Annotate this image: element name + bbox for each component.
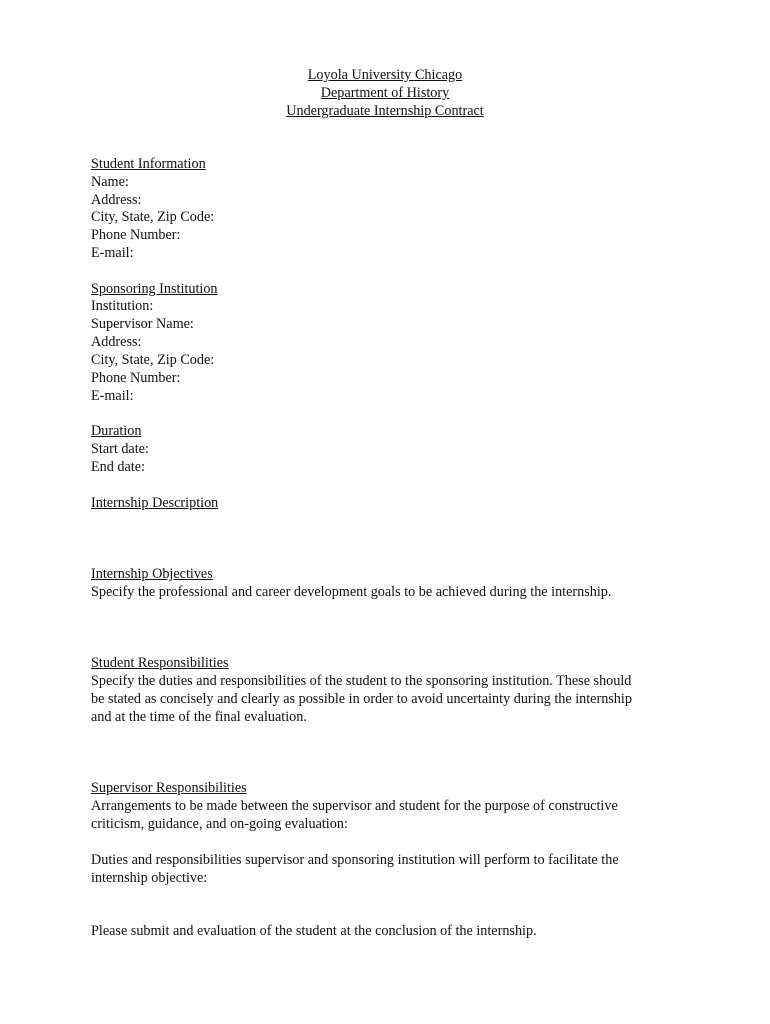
supervisor-resp-text1-line2: criticism, guidance, and on-going evaluation: [91,816,348,832]
description-heading: Internship Description [91,495,219,511]
student-address-label: Address: [91,192,142,208]
student-email-label: E-mail: [91,245,134,261]
sponsor-city-label: City, State, Zip Code: [91,352,215,368]
department-name: Department of History [320,85,450,101]
closing-text: Please submit and evaluation of the student at the conclusion of the internship. [91,923,537,939]
university-name: Loyola University Chicago [307,67,463,83]
sponsor-email-label: E-mail: [91,388,134,404]
student-resp-heading: Student Responsibilities [91,655,229,671]
student-name-label: Name: [91,174,129,190]
duration-heading: Duration [91,423,142,439]
objectives-text: Specify the professional and career development goals to be achieved during the internship. [91,584,612,600]
supervisor-name-label: Supervisor Name: [91,316,194,332]
student-resp-text-line3: and at the time of the final evaluation. [91,709,307,725]
institution-label: Institution: [91,298,154,314]
student-city-label: City, State, Zip Code: [91,209,215,225]
start-date-label: Start date: [91,441,149,457]
student-info-heading: Student Information [91,156,206,172]
supervisor-resp-text2-line2: internship objective: [91,870,208,886]
objectives-heading: Internship Objectives [91,566,213,582]
supervisor-resp-heading: Supervisor Responsibilities [91,780,247,796]
student-resp-text-line2: be stated as concisely and clearly as possible in order to avoid uncertainty during the internship [91,691,632,707]
sponsoring-heading: Sponsoring Institution [91,281,218,297]
document-header [0,66,770,120]
student-phone-label: Phone Number: [91,227,181,243]
end-date-label: End date: [91,459,145,475]
supervisor-resp-text1-line1: Arrangements to be made between the supervisor and student for the purpose of constructive [91,798,618,814]
sponsor-address-label: Address: [91,334,142,350]
sponsor-phone-label: Phone Number: [91,370,181,386]
supervisor-resp-text2-line1: Duties and responsibilities supervisor and sponsoring institution will perform to facilitate the [91,852,619,868]
document-title: Undergraduate Internship Contract [286,103,484,119]
student-resp-text-line1: Specify the duties and responsibilities of the student to the sponsoring institution. These should [91,673,632,689]
